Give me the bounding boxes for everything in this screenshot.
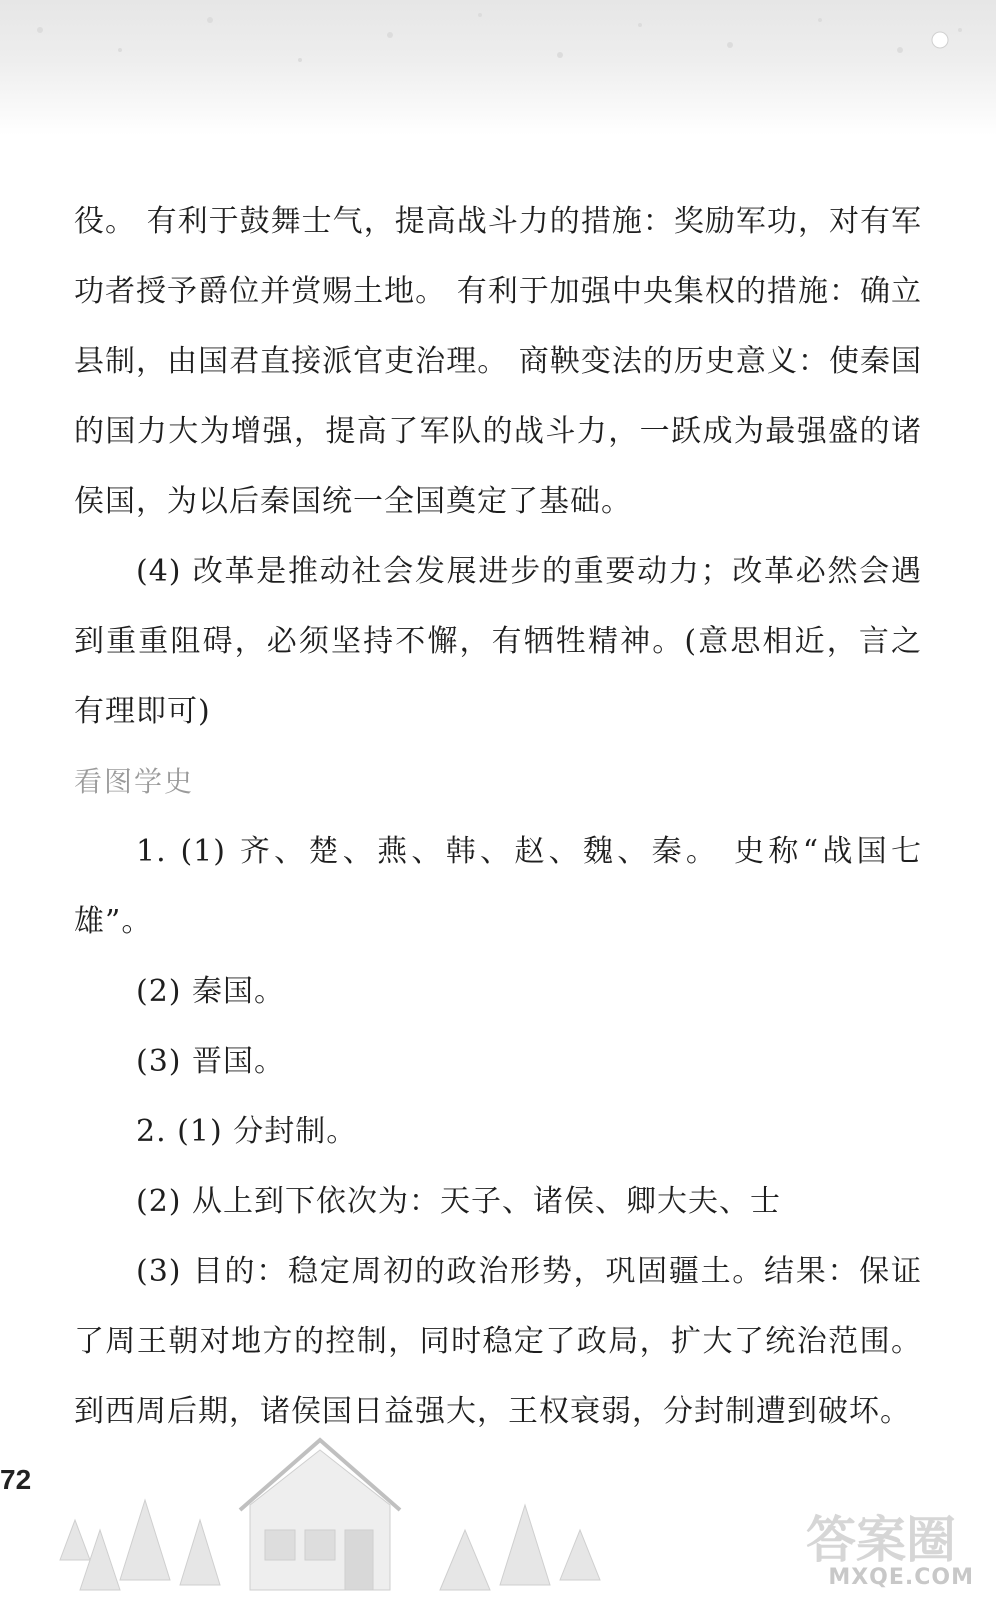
page-number: 72	[0, 1464, 32, 1495]
watermark-url: MXQE.COM	[828, 1565, 974, 1590]
answer-paragraph-2: (4) 改革是推动社会发展进步的重要动力；改革必然会遇到重重阻碍，必须坚持不懈，有牺牲精神。(意思相近，言之有理即可)	[74, 554, 922, 729]
answer-paragraph-1: 役。 有利于鼓舞士气，提高战斗力的措施：奖励军功，对有军功者授予爵位并赏赐土地。 有利于加强中央集权的措施：确立县制，由国君直接派官吏治理。 商鞅变法的历史意义：使秦国的国力大为增强，提高了军队的战斗力，一跃成为最强盛的诸侯国，为以后秦国统一全国奠定了基础。	[74, 204, 922, 519]
section-title: 看图学史	[74, 765, 195, 798]
watermark-logo: 答案圈	[806, 1511, 956, 1569]
dotted-pattern-icon	[0, 0, 996, 135]
section-item-2: (2) 秦国。	[136, 974, 286, 1009]
section-item-6: (3) 目的：稳定周初的政治形势，巩固疆土。结果：保证了周王朝对地方的控制，同时稳定了政局，扩大了统治范围。到西周后期，诸侯国日益强大，王权衰弱，分封制遭到破坏。	[74, 1254, 922, 1429]
section-item-1: 1. (1) 齐、楚、燕、韩、赵、魏、秦。 史称“战国七雄”。	[74, 834, 922, 939]
section-item-5: (2) 从上到下依次为：天子、诸侯、卿大夫、士	[136, 1184, 782, 1219]
section-item-3: (3) 晋国。	[136, 1044, 286, 1079]
header-decoration	[0, 0, 996, 135]
answer-content	[74, 187, 922, 1447]
section-item-4: 2. (1) 分封制。	[136, 1114, 358, 1149]
